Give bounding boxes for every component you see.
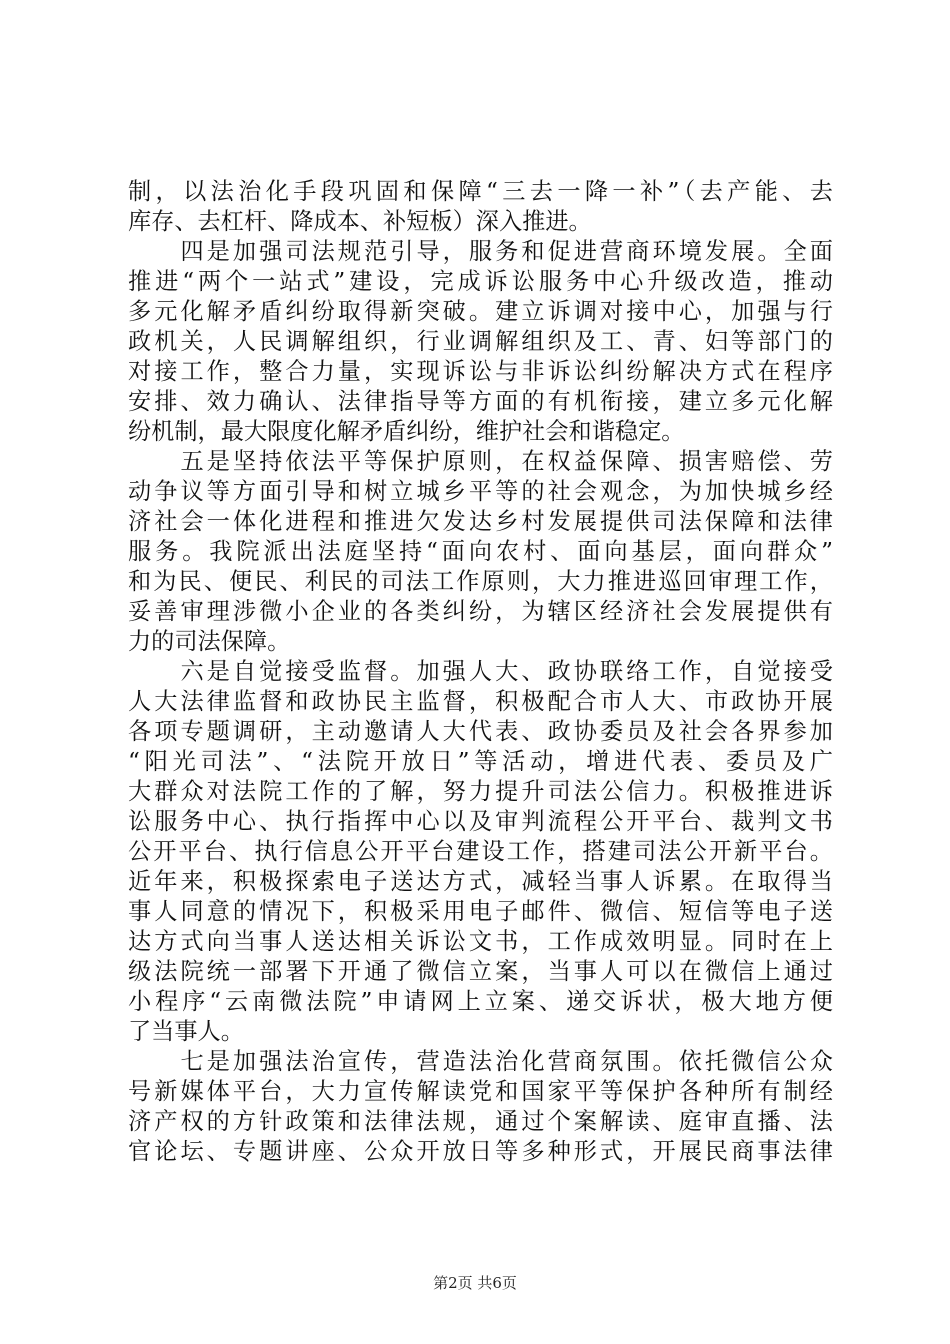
text-line: 级法院统一部署下开通了微信立案，当事人可以在微信上通过 (128, 958, 833, 985)
text-line: 人大法律监督和政协民主监督，积极配合市人大、市政协开展 (128, 688, 833, 715)
text-line: 六是自觉接受监督。加强人大、政协联络工作，自觉接受 (128, 658, 833, 685)
text-line: 事人同意的情况下，积极采用电子邮件、微信、短信等电子送 (128, 898, 833, 925)
text-line: 各项专题调研，主动邀请人大代表、政协委员及社会各界参加 (128, 718, 833, 745)
text-line: 济社会一体化进程和推进欠发达乡村发展提供司法保障和法律 (128, 508, 833, 535)
text-line: 讼服务中心、执行指挥中心以及审判流程公开平台、裁判文书 (128, 808, 833, 835)
text-line: 服务。我院派出法庭坚持“面向农村、面向基层，面向群众” (128, 538, 833, 565)
text-line: 公开平台、执行信息公开平台建设工作，搭建司法公开新平台。 (128, 838, 833, 865)
page-number-footer: 第2页 共6页 (433, 1274, 517, 1292)
text-line: 制，以法治化手段巩固和保障“三去一降一补”（去产能、去 (128, 178, 833, 205)
text-line: 政机关，人民调解组织，行业调解组织及工、青、妇等部门的 (128, 328, 833, 355)
text-line: 动争议等方面引导和树立城乡平等的社会观念，为加快城乡经 (128, 478, 833, 505)
text-line: 推进“两个一站式”建设，完成诉讼服务中心升级改造，推动 (128, 268, 833, 295)
text-line: 号新媒体平台，大力宣传解读党和国家平等保护各种所有制经 (128, 1078, 833, 1105)
text-line: 力的司法保障。 (128, 628, 291, 655)
text-line: 安排、效力确认、法律指导等方面的有机衔接，建立多元化解 (128, 388, 833, 415)
text-line: 达方式向当事人送达相关诉讼文书，工作成效明显。同时在上 (128, 928, 833, 955)
text-line: 纷机制，最大限度化解矛盾纠纷，维护社会和谐稳定。 (128, 418, 685, 445)
text-line: “阳光司法”、“法院开放日”等活动，增进代表、委员及广 (128, 748, 833, 775)
text-line: 和为民、便民、利民的司法工作原则，大力推进巡回审理工作， (128, 568, 833, 595)
text-line: 多元化解矛盾纠纷取得新突破。建立诉调对接中心，加强与行 (128, 298, 833, 325)
text-line: 了当事人。 (128, 1018, 244, 1045)
text-line: 大群众对法院工作的了解，努力提升司法公信力。积极推进诉 (128, 778, 833, 805)
text-line: 妥善审理涉微小企业的各类纠纷，为辖区经济社会发展提供有 (128, 598, 833, 625)
text-line: 四是加强司法规范引导，服务和促进营商环境发展。全面 (128, 238, 833, 265)
text-line: 对接工作，整合力量，实现诉讼与非诉讼纠纷解决方式在程序 (128, 358, 833, 385)
text-line: 五是坚持依法平等保护原则，在权益保障、损害赔偿、劳 (128, 448, 833, 475)
text-line: 济产权的方针政策和法律法规，通过个案解读、庭审直播、法 (128, 1108, 833, 1135)
text-line: 官论坛、专题讲座、公众开放日等多种形式，开展民商事法律 (128, 1138, 833, 1165)
text-line: 近年来，积极探索电子送达方式，减轻当事人诉累。在取得当 (128, 868, 833, 895)
text-line: 七是加强法治宣传，营造法治化营商氛围。依托微信公众 (128, 1048, 833, 1075)
text-line: 小程序“云南微法院”申请网上立案、递交诉状，极大地方便 (128, 988, 833, 1015)
text-line: 库存、去杠杆、降成本、补短板）深入推进。 (128, 208, 592, 235)
